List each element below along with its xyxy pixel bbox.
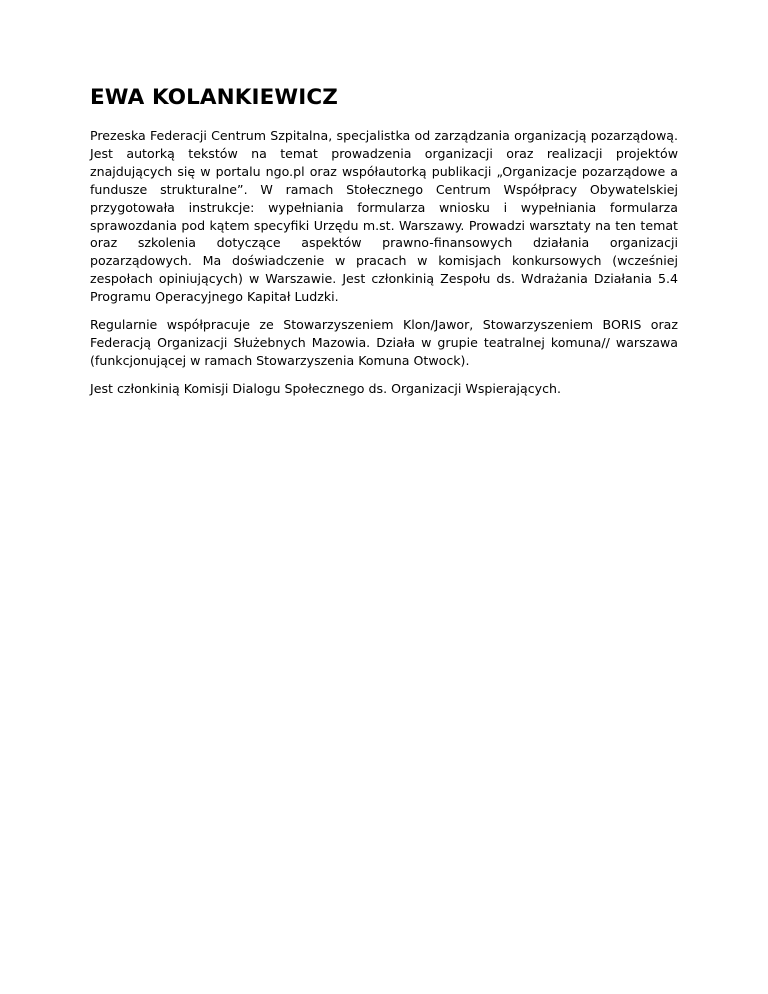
bio-paragraph-2: Regularnie współpracuje ze Stowarzyszeniem Klon/Jawor, Stowarzyszeniem BORIS oraz Federacją Organizacji Służebnych Mazowia. Działa w grupie teatralnej komuna// warszawa (funkcjonującej w ramach Stowarzyszenia Komuna Otwock).	[90, 317, 678, 368]
bio-paragraph-3: Jest członkinią Komisji Dialogu Społecznego ds. Organizacji Wspierających.	[90, 380, 562, 396]
document-page	[90, 84, 678, 408]
bio-paragraph-1: Prezeska Federacji Centrum Szpitalna, specjalistka od zarządzania organizacją pozarządową. Jest autorką tekstów na temat prowadzenia organizacji oraz realizacji projektów znajdujących się w portalu ngo.pl oraz współautorką publikacji „Organizacje pozarządowe a fundusze strukturalne”. W ramach Stołecznego Centrum Współpracy Obywatelskiej przygotowała instrukcje: wypełniania formularza wniosku i wypełniania formularza sprawozdania pod kątem specyfiki Urzędu m.st. Warszawy. Prowadzi warsztaty na ten temat oraz szkolenia dotyczące aspektów prawno-finansowych działania organizacji pozarządowych. Ma doświadczenie w pracach w komisjach konkursowych (wcześniej zespołach opiniujących) w Warszawie. Jest członkinią Zespołu ds. Wdrażania Działania 5.4 Programu Operacyjnego Kapitał Ludzki.	[90, 128, 678, 305]
document-title: EWA KOLANKIEWICZ	[90, 85, 338, 110]
